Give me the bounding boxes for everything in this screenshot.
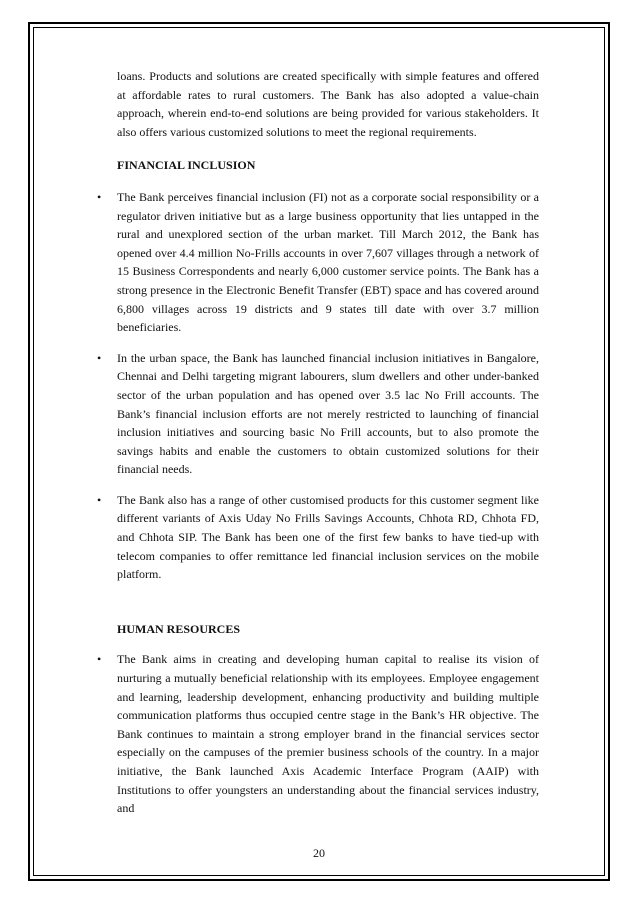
- bullet-item: [97, 650, 539, 817]
- bullet-icon: •: [97, 350, 102, 365]
- bullet-text: The Bank also has a range of other customised products for this customer segment like different variants of Axis Uday No Frills Savings Accounts, Chhota RD, Chhota FD, and Chhota SIP. The Bank has been one of the first few banks to have tied-up with telecom companies to offer remittance led financial inclusion services on the mobile platform.: [117, 492, 539, 582]
- bullet-icon: •: [97, 492, 102, 507]
- heading-financial-inclusion: FINANCIAL INCLUSION: [117, 158, 256, 173]
- bullet-item: [97, 188, 539, 337]
- bullet-icon: •: [97, 189, 102, 204]
- intro-paragraph: loans. Products and solutions are created specifically with simple features and offered at affordable rates to rural customers. The Bank has also adopted a value-chain approach, wherein end-to-end solutions are being provided for various stakeholders. It also offers various customized solutions to meet the regional requirements.: [117, 69, 539, 139]
- bullet-text: The Bank aims in creating and developing human capital to realise its vision of nurturing a mutually beneficial relationship with its employees. Employee engagement and learning, leadership development, enhancing productivity and building multiple communication platforms thus occupied centre stage in the Bank’s HR objective. The Bank continues to maintain a strong employer brand in the financial services sector especially on the campuses of the premier business schools of the country. In a major initiative, the Bank launched Axis Academic Interface Program (AAIP) with Institutions to offer youngsters an understanding about the financial services industry, and: [117, 652, 539, 816]
- bullet-text: The Bank perceives financial inclusion (FI) not as a corporate social responsibility or a regulator driven initiative but as a large business opportunity that lies untapped in the rural and unexplored section of the urban market. Till March 2012, the Bank has opened over 4.4 million No-Frills accounts in over 7,607 villages through a network of 15 Business Correspondents and nearly 6,000 customer service points. The Bank has a strong presence in the Electronic Benefit Transfer (EBT) space and has covered around 6,800 villages across 19 districts and 9 states till date with over 3.7 million beneficiaries.: [117, 189, 539, 335]
- heading-human-resources: HUMAN RESOURCES: [117, 621, 241, 636]
- bullet-icon: •: [97, 652, 102, 667]
- bullet-text: In the urban space, the Bank has launched financial inclusion initiatives in Bangalore, Chennai and Delhi targeting migrant labourers, slum dwellers and other under-banked sector of the urban population and has opened over 3.5 lac No Frill accounts. The Bank’s financial inclusion efforts are not merely restricted to launching of financial inclusion initiatives and sourcing basic No Frill accounts, but to also promote the savings habits and enable the customers to obtain customized solutions for their financial needs.: [117, 350, 539, 477]
- bullet-item: [97, 491, 539, 584]
- page-content: [97, 67, 539, 818]
- page-number: 20: [313, 846, 325, 860]
- bullet-item: [97, 349, 539, 479]
